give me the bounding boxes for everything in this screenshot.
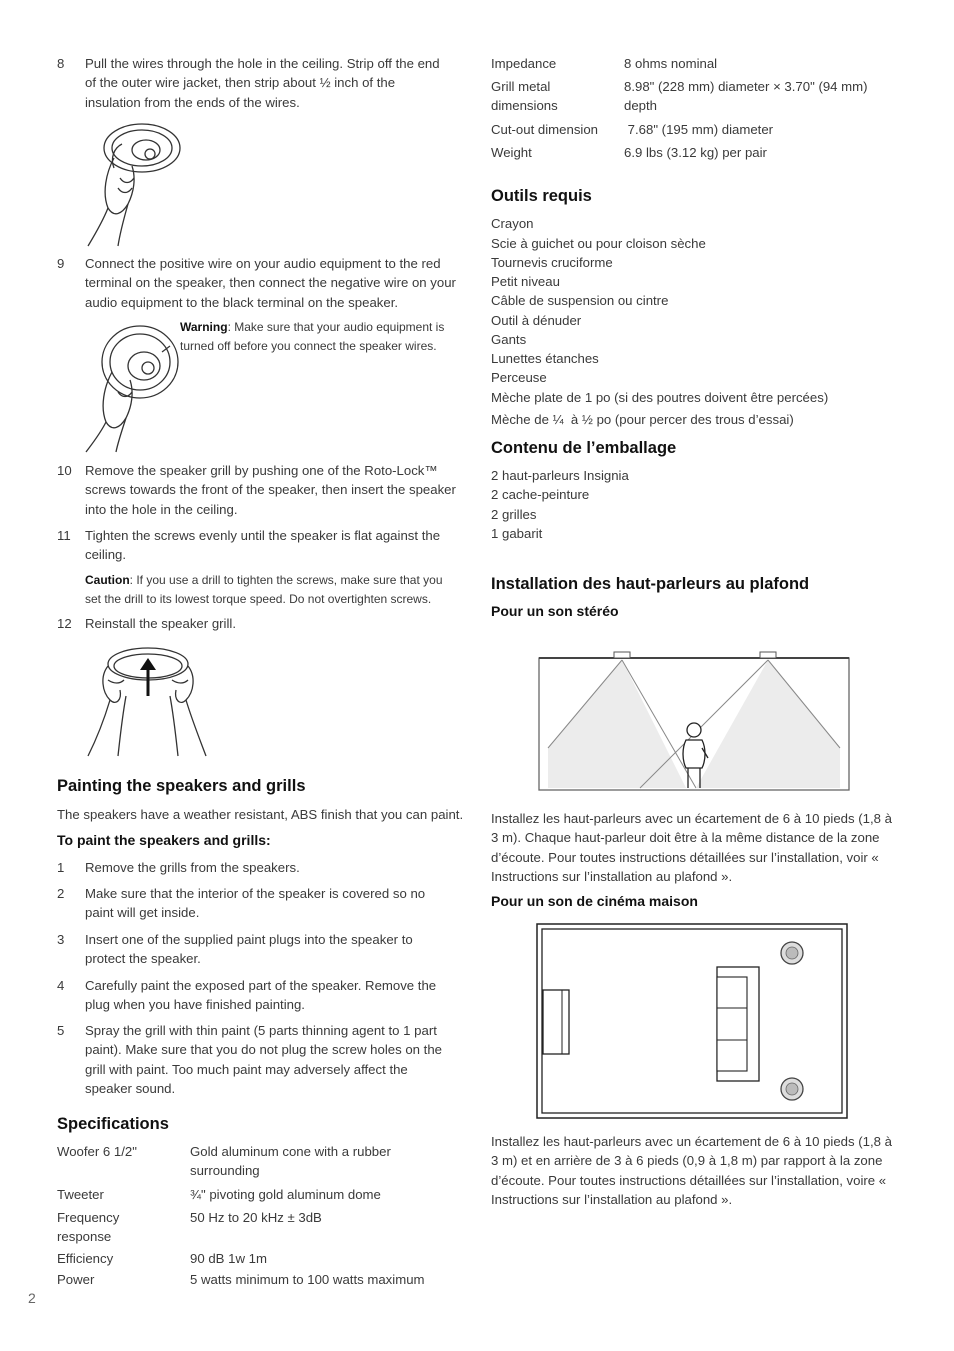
tool-item: Câble de suspension ou cintre [491,293,669,308]
step-12 [57,614,467,633]
stereo-room-diagram [536,648,852,792]
step-text: Make sure that the interior of the speaker is covered so no paint will get inside. [85,886,426,921]
cinema-heading: Pour un son de cinéma maison [491,893,698,909]
spec-key: Grill metal dimensions [491,79,558,114]
step-number: 10 [57,463,72,478]
contents-item: 2 grilles [491,507,537,522]
warning-text: : Make sure that your audio equipment is turned off before you connect the speaker wires. [180,320,445,353]
step-11 [57,526,467,565]
spec-key: Cut-out dimension [491,122,599,137]
step-number: 5 [57,1023,65,1038]
painting-step-4 [57,976,467,1015]
tool-item: Mèche de ¼ à ½ po (pour percer des trous d’essai) [491,412,794,427]
page-number: 2 [28,1290,36,1306]
painting-subheading: To paint the speakers and grills: [57,832,271,848]
tool-item: Petit niveau [491,274,560,289]
step-text: Carefully paint the exposed part of the speaker. Remove the plug when you have finished painting. [85,978,437,1013]
painting-step-3 [57,930,467,969]
step-text: Connect the positive wire on your audio equipment to the red terminal on the speaker, then connect the negative wire on your audio equipment to the black terminal on the speaker. [85,256,456,310]
tool-item: Tournevis cruciforme [491,255,613,270]
step-9 [57,254,467,312]
step-number: 4 [57,978,65,993]
painting-intro: The speakers have a weather resistant, ABS finish that you can paint. [57,807,464,822]
spec-value: 90 dB 1w 1m [190,1251,267,1266]
step-number: 9 [57,256,65,271]
spec-value: Gold aluminum cone with a rubber surrounding [190,1144,391,1179]
stereo-heading: Pour un son stéréo [491,603,619,619]
painting-step-5 [57,1021,467,1099]
contents-item: 2 haut-parleurs Insignia [491,468,629,483]
step-text: Tighten the screws evenly until the speaker is flat against the ceiling. [85,528,441,563]
spec-value: 8.98" (228 mm) diameter × 3.70" (94 mm) depth [624,79,868,114]
painting-step-1 [57,858,467,877]
painting-step-2 [57,884,467,923]
step-number: 12 [57,616,72,631]
warning-label: Warning [180,320,228,334]
step-text: Pull the wires through the hole in the ceiling. Strip off the end of the outer wire jacket, then strip about ½ inch of the insulation from the ends of the wires. [85,56,440,110]
wire-connect-illustration [82,322,182,452]
step-10 [57,461,467,519]
spec-value: 6.9 lbs (3.12 kg) per pair [624,145,767,160]
step-number: 3 [57,932,65,947]
tool-item: Gants [491,332,527,347]
spec-key: Frequency response [57,1210,120,1245]
wire-strip-illustration [84,118,184,248]
spec-key: Power [57,1272,95,1287]
tool-item: Lunettes étanches [491,351,599,366]
spec-key: Woofer 6 1/2" [57,1144,137,1159]
cinema-text: Installez les haut-parleurs avec un écartement de 6 à 10 pieds (1,8 à 3 m) et en arrière de 3 à 6 pieds (0,9 à 1,8 m) par rapport à la zone d’écoute. Pour toutes instructions détaillées sur l’installation, voire « Instructions sur l’installation au plafond ». [491,1134,892,1207]
spec-key: Weight [491,145,532,160]
step-number: 8 [57,56,65,71]
spec-key: Impedance [491,56,557,71]
spec-value: 50 Hz to 20 kHz ± 3dB [190,1210,322,1225]
warning-note [180,318,465,355]
spec-key: Tweeter [57,1187,104,1202]
contents-item: 1 gabarit [491,526,543,541]
tool-item: Scie à guichet ou pour cloison sèche [491,236,706,251]
home-theater-diagram [536,923,848,1119]
painting-heading: Painting the speakers and grills [57,777,306,795]
spec-key: Efficiency [57,1251,114,1266]
specifications-heading: Specifications [57,1115,169,1133]
step-8 [57,54,467,112]
tool-item: Crayon [491,216,534,231]
contenu-heading: Contenu de l’emballage [491,439,677,457]
grill-install-illustration [86,640,211,758]
step-number: 2 [57,886,65,901]
caution-note [85,571,457,608]
spec-value: 8 ohms nominal [624,56,718,71]
contents-item: 2 cache-peinture [491,487,590,502]
step-text: Insert one of the supplied paint plugs into the speaker to protect the speaker. [85,932,413,967]
stereo-text: Installez les haut-parleurs avec un écartement de 6 à 10 pieds (1,8 à 3 m). Chaque haut-parleur doit être à la même distance de la zone d’écoute. Pour toutes instructions détaillées sur l’installation, voir « Instructions sur l’installation au plafond ». [491,811,892,884]
spec-value: ¾" pivoting gold aluminum dome [190,1187,381,1202]
spec-value: 5 watts minimum to 100 watts maximum [190,1272,425,1287]
caution-label: Caution [85,573,130,587]
outils-heading: Outils requis [491,187,592,205]
installation-heading: Installation des haut-parleurs au plafond [491,575,810,593]
step-number: 1 [57,860,65,875]
step-text: Reinstall the speaker grill. [85,616,236,631]
step-text: Remove the speaker grill by pushing one of the Roto-Lock™ screws towards the front of the speaker, then insert the speaker into the hole in the ceiling. [85,463,456,517]
tool-item: Perceuse [491,370,547,385]
spec-value: 7.68" (195 mm) diameter [624,122,774,137]
step-text: Spray the grill with thin paint (5 parts thinning agent to 1 part paint). Make sure that you do not plug the screw holes on the grill with paint. Too much paint may adversely affect the speaker sound. [85,1023,443,1097]
tool-item: Outil à dénuder [491,313,582,328]
step-number: 11 [57,528,71,543]
tool-item: Mèche plate de 1 po (si des poutres doivent être percées) [491,390,829,405]
step-text: Remove the grills from the speakers. [85,860,300,875]
caution-text: : If you use a drill to tighten the screws, make sure that you set the drill to its lowest torque speed. Do not overtighten screws. [85,573,443,606]
